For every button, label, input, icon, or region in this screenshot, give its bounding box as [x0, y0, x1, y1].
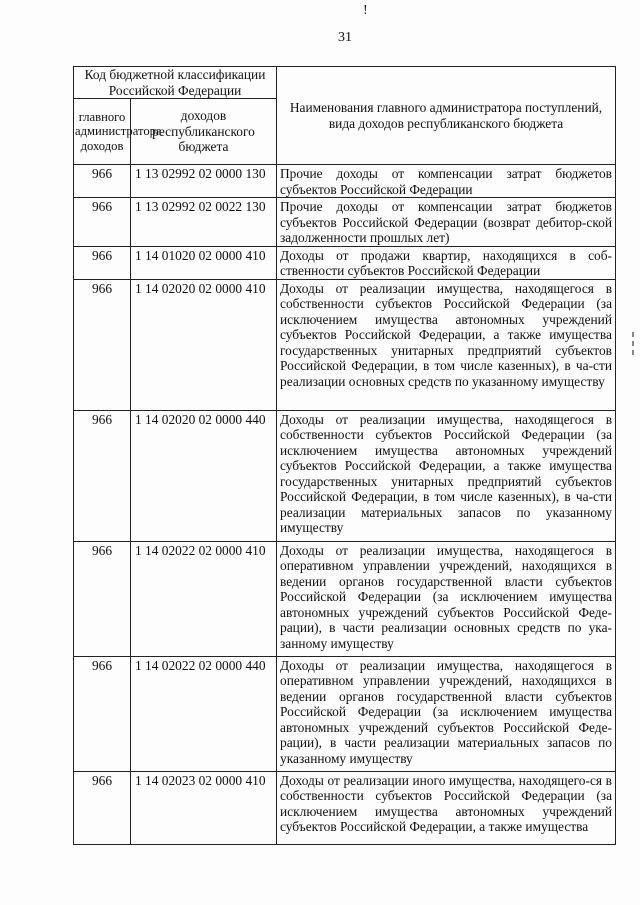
income-name: Доходы от продажи квартир, находящихся в соб-ственности субъектов Российской Федерации [277, 246, 616, 279]
income-name: Доходы от реализации имущества, находящегося в оперативном управлении учреждений, находящихся в ведении органов государственной власти субъектов Российской Федерации (за исключением имущества автономных учреждений субъектов Российской Феде-рации), в части реализации материальных запасов по указанному имуществу [277, 656, 616, 771]
income-name: Доходы от реализации иного имущества, находящего-ся в собственности субъектов Российской Федерации (за исключением имущества автономных учреждений субъектов Российской Федерации, а также имущества [277, 771, 616, 844]
income-name: Доходы от реализации имущества, находящегося в собственности субъектов Российской Федерации (за исключением имущества автономных учреждений субъектов Российской Федерации, а также имущества государственных унитарных предприятий субъектов Российской Федерации, в том числе казенных), в ча-сти реализации материальных запасов по указанному имуществу [277, 410, 616, 541]
income-name: Доходы от реализации имущества, находящегося в собственности субъектов Российской Федерации (за исключением имущества автономных учреждений субъектов Российской Федерации, а также имущества государственных унитарных предприятий субъектов Российской Федерации, в том числе казенных), в ча-сти реализации основных средств по указанному имуществу [277, 279, 616, 410]
income-name: Доходы от реализации имущества, находящегося в оперативном управлении учреждений, находящихся в ведении органов государственной власти субъектов Российской Федерации (за исключением имущества автономных учреждений субъектов Российской Феде-рации), в части реализации основных средств по ука-занному имуществу [277, 541, 616, 656]
header-income: доходов республиканского бюджета [131, 99, 277, 165]
header-admin: главного администратора доходов [74, 99, 131, 165]
table-row [74, 198, 616, 247]
income-code: 1 13 02992 02 0000 130 [131, 165, 277, 198]
top-mark: ! [363, 3, 368, 18]
admin-code: 966 [74, 771, 131, 844]
admin-code: 966 [74, 198, 131, 247]
table-row [74, 410, 616, 541]
budget-classification-table [73, 66, 616, 845]
income-code: 1 14 02020 02 0000 410 [131, 279, 277, 410]
admin-code: 966 [74, 279, 131, 410]
income-code: 1 14 01020 02 0000 410 [131, 246, 277, 279]
group-header: Код бюджетной классификации Российской Федерации [74, 67, 277, 99]
income-code: 1 14 02022 02 0000 440 [131, 656, 277, 771]
header-name: Наименования главного администратора поступлений, вида доходов республиканского бюджета [277, 67, 616, 165]
table-row [74, 246, 616, 279]
table-row [74, 771, 616, 844]
admin-code: 966 [74, 656, 131, 771]
income-code: 1 14 02020 02 0000 440 [131, 410, 277, 541]
income-code: 1 13 02992 02 0022 130 [131, 198, 277, 247]
table-row [74, 279, 616, 410]
table-row [74, 541, 616, 656]
page-number: 31 [338, 30, 352, 45]
admin-code: 966 [74, 165, 131, 198]
income-name: Прочие доходы от компенсации затрат бюджетов субъектов Российской Федерации (возврат дебитор-ской задолженности прошлых лет) [277, 198, 616, 247]
table-row [74, 165, 616, 198]
income-name: Прочие доходы от компенсации затрат бюджетов субъектов Российской Федерации [277, 165, 616, 198]
income-code: 1 14 02022 02 0000 410 [131, 541, 277, 656]
scan-edge-marks [632, 332, 635, 359]
table-row [74, 656, 616, 771]
table-body [74, 165, 616, 845]
admin-code: 966 [74, 410, 131, 541]
admin-code: 966 [74, 541, 131, 656]
admin-code: 966 [74, 246, 131, 279]
income-code: 1 14 02023 02 0000 410 [131, 771, 277, 844]
